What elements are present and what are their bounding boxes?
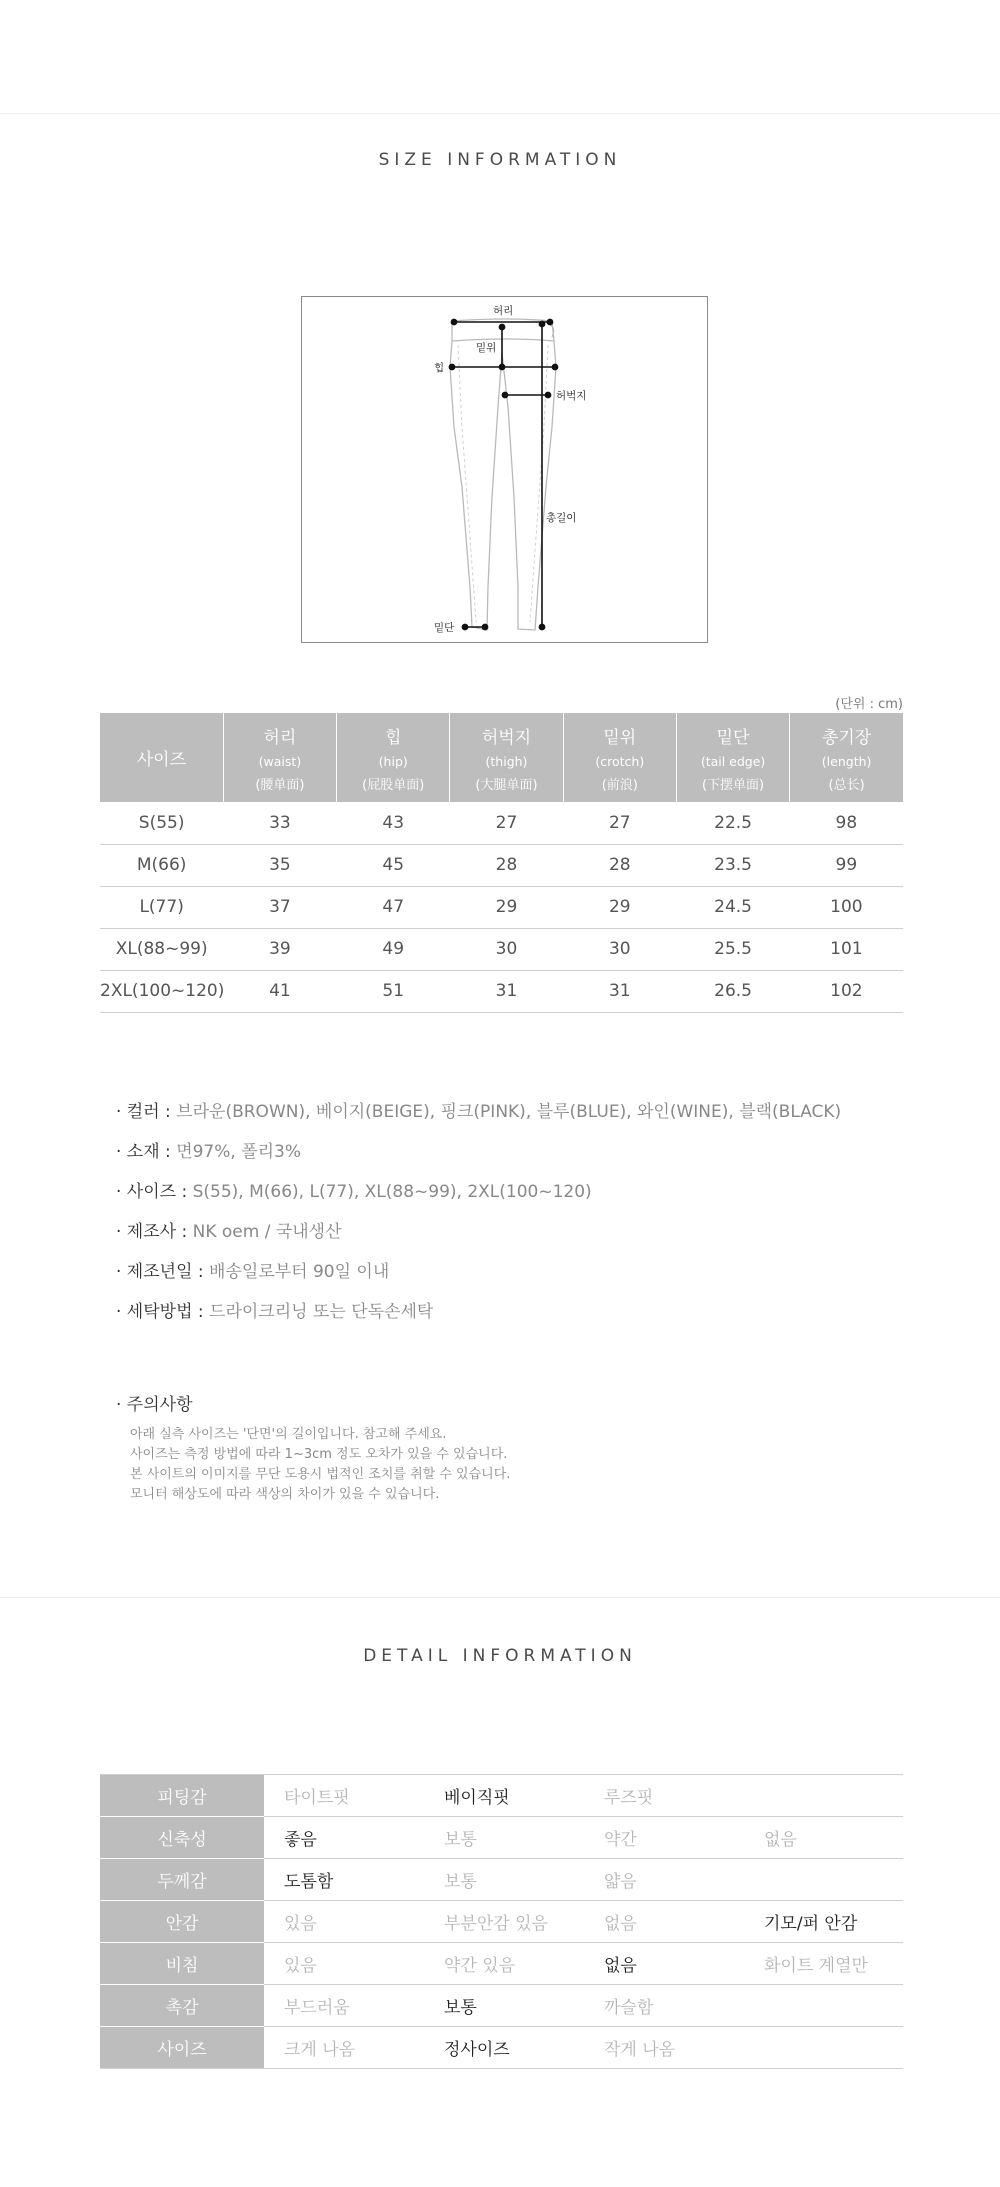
info-manufacturer: · 제조사 : NK oem / 국내생산 — [116, 1222, 342, 1242]
detail-option: 보통 — [424, 1817, 584, 1859]
table-row — [100, 844, 903, 886]
table-row — [100, 802, 903, 844]
detail-option-selected: 정사이즈 — [424, 2027, 584, 2069]
diagram-label-hip: 힙 — [434, 362, 445, 374]
info-sizes: · 사이즈 : S(55), M(66), L(77), XL(88~99), 2XL(100~120) — [116, 1182, 592, 1202]
top-divider — [0, 113, 1000, 114]
hem-cell: 26.5 — [676, 970, 789, 1012]
detail-label: 비침 — [100, 1943, 264, 1985]
length-cell: 98 — [790, 802, 903, 844]
detail-row — [100, 2027, 903, 2069]
thigh-cell: 31 — [450, 970, 563, 1012]
detail-option: 화이트 계열만 — [744, 1943, 903, 1985]
detail-option: 있음 — [264, 1901, 424, 1943]
hip-cell: 51 — [337, 970, 450, 1012]
middle-divider — [0, 1597, 1000, 1598]
table-row — [100, 886, 903, 928]
detail-option: 없음 — [744, 1817, 903, 1859]
diagram-label-thigh: 허벅지 — [556, 390, 587, 402]
info-washing: · 세탁방법 : 드라이크리닝 또는 단독손세탁 — [116, 1302, 434, 1322]
length-cell: 102 — [790, 970, 903, 1012]
detail-option-selected: 도톰함 — [264, 1859, 424, 1901]
diagram-label-crotch: 밑위 — [476, 342, 497, 354]
header-length: 총기장 (length) (总长) — [790, 713, 903, 802]
detail-option — [744, 2027, 903, 2069]
header-hem: 밑단 (tail edge) (下摆单面) — [676, 713, 789, 802]
detail-option: 부드러움 — [264, 1985, 424, 2027]
detail-row — [100, 1943, 903, 1985]
header-waist: 허리 (waist) (腰单面) — [223, 713, 336, 802]
detail-label: 안감 — [100, 1901, 264, 1943]
info-material: · 소재 : 면97%, 폴리3% — [116, 1142, 302, 1162]
detail-option-selected: 기모/퍼 안감 — [744, 1901, 903, 1943]
detail-label: 피팅감 — [100, 1775, 264, 1817]
detail-row — [100, 1775, 903, 1817]
length-cell: 99 — [790, 844, 903, 886]
thigh-cell: 30 — [450, 928, 563, 970]
detail-label: 사이즈 — [100, 2027, 264, 2069]
detail-label: 촉감 — [100, 1985, 264, 2027]
detail-table — [100, 1774, 903, 2069]
crotch-cell: 27 — [563, 802, 676, 844]
diagram-label-length: 총길이 — [546, 512, 577, 524]
size-table — [100, 713, 903, 1013]
thigh-cell: 27 — [450, 802, 563, 844]
crotch-cell: 28 — [563, 844, 676, 886]
detail-option: 약간 — [584, 1817, 744, 1859]
waist-cell: 37 — [223, 886, 336, 928]
detail-option — [744, 1775, 903, 1817]
caution-line: 본 사이트의 이미지를 무단 도용시 법적인 조치를 취할 수 있습니다. — [130, 1467, 511, 1482]
detail-option-selected: 베이직핏 — [424, 1775, 584, 1817]
detail-option-selected: 없음 — [584, 1943, 744, 1985]
hem-cell: 25.5 — [676, 928, 789, 970]
detail-option: 작게 나옴 — [584, 2027, 744, 2069]
size-section-title: SIZE INFORMATION — [378, 150, 622, 170]
info-color: · 컬러 : 브라운(BROWN), 베이지(BEIGE), 핑크(PINK), 블루(BLUE), 와인(WINE), 블랙(BLACK) — [116, 1102, 842, 1122]
detail-row — [100, 1817, 903, 1859]
table-row — [100, 928, 903, 970]
hip-cell: 43 — [337, 802, 450, 844]
detail-option: 까슬함 — [584, 1985, 744, 2027]
detail-option: 약간 있음 — [424, 1943, 584, 1985]
pants-illustration — [302, 297, 707, 642]
detail-label: 신축성 — [100, 1817, 264, 1859]
pants-measurement-diagram — [301, 296, 708, 643]
detail-option: 크게 나옴 — [264, 2027, 424, 2069]
detail-option: 얇음 — [584, 1859, 744, 1901]
size-cell: M(66) — [100, 844, 223, 886]
length-cell: 101 — [790, 928, 903, 970]
hem-cell: 23.5 — [676, 844, 789, 886]
thigh-cell: 28 — [450, 844, 563, 886]
size-cell: S(55) — [100, 802, 223, 844]
detail-option: 루즈핏 — [584, 1775, 744, 1817]
waist-cell: 33 — [223, 802, 336, 844]
table-row — [100, 970, 903, 1012]
crotch-cell: 31 — [563, 970, 676, 1012]
crotch-cell: 30 — [563, 928, 676, 970]
thigh-cell: 29 — [450, 886, 563, 928]
caution-line: 모니터 해상도에 따라 색상의 차이가 있을 수 있습니다. — [130, 1487, 440, 1502]
caution-line: 사이즈는 측정 방법에 따라 1~3cm 정도 오차가 있을 수 있습니다. — [130, 1447, 508, 1462]
detail-row — [100, 1985, 903, 2027]
detail-option-selected: 좋음 — [264, 1817, 424, 1859]
header-crotch: 밑위 (crotch) (前浪) — [563, 713, 676, 802]
detail-row — [100, 1901, 903, 1943]
header-hip: 힙 (hip) (屁股单面) — [337, 713, 450, 802]
detail-option — [744, 1859, 903, 1901]
size-table-header — [100, 713, 903, 802]
length-cell: 100 — [790, 886, 903, 928]
info-manufacture-date: · 제조년일 : 배송일로부터 90일 이내 — [116, 1262, 390, 1282]
detail-option-selected: 보통 — [424, 1985, 584, 2027]
detail-row — [100, 1859, 903, 1901]
size-cell: 2XL(100~120) — [100, 970, 223, 1012]
waist-cell: 35 — [223, 844, 336, 886]
size-cell: L(77) — [100, 886, 223, 928]
header-size: 사이즈 — [100, 713, 223, 802]
hip-cell: 47 — [337, 886, 450, 928]
hem-cell: 24.5 — [676, 886, 789, 928]
waist-cell: 39 — [223, 928, 336, 970]
detail-option: 타이트핏 — [264, 1775, 424, 1817]
diagram-label-hem: 밑단 — [434, 622, 455, 634]
detail-option: 부분안감 있음 — [424, 1901, 584, 1943]
size-cell: XL(88~99) — [100, 928, 223, 970]
detail-option: 있음 — [264, 1943, 424, 1985]
hem-cell: 22.5 — [676, 802, 789, 844]
diagram-label-waist: 허리 — [493, 305, 514, 317]
hip-cell: 49 — [337, 928, 450, 970]
caution-title: · 주의사항 — [116, 1395, 193, 1415]
caution-line: 아래 실측 사이즈는 '단면'의 길이입니다. 참고해 주세요. — [130, 1427, 447, 1442]
unit-label: (단위 : cm) — [835, 697, 903, 712]
detail-label: 두께감 — [100, 1859, 264, 1901]
detail-option: 없음 — [584, 1901, 744, 1943]
crotch-cell: 29 — [563, 886, 676, 928]
header-thigh: 허벅지 (thigh) (大腿单面) — [450, 713, 563, 802]
detail-option: 보통 — [424, 1859, 584, 1901]
hip-cell: 45 — [337, 844, 450, 886]
waist-cell: 41 — [223, 970, 336, 1012]
detail-option — [744, 1985, 903, 2027]
detail-section-title: DETAIL INFORMATION — [363, 1646, 637, 1666]
